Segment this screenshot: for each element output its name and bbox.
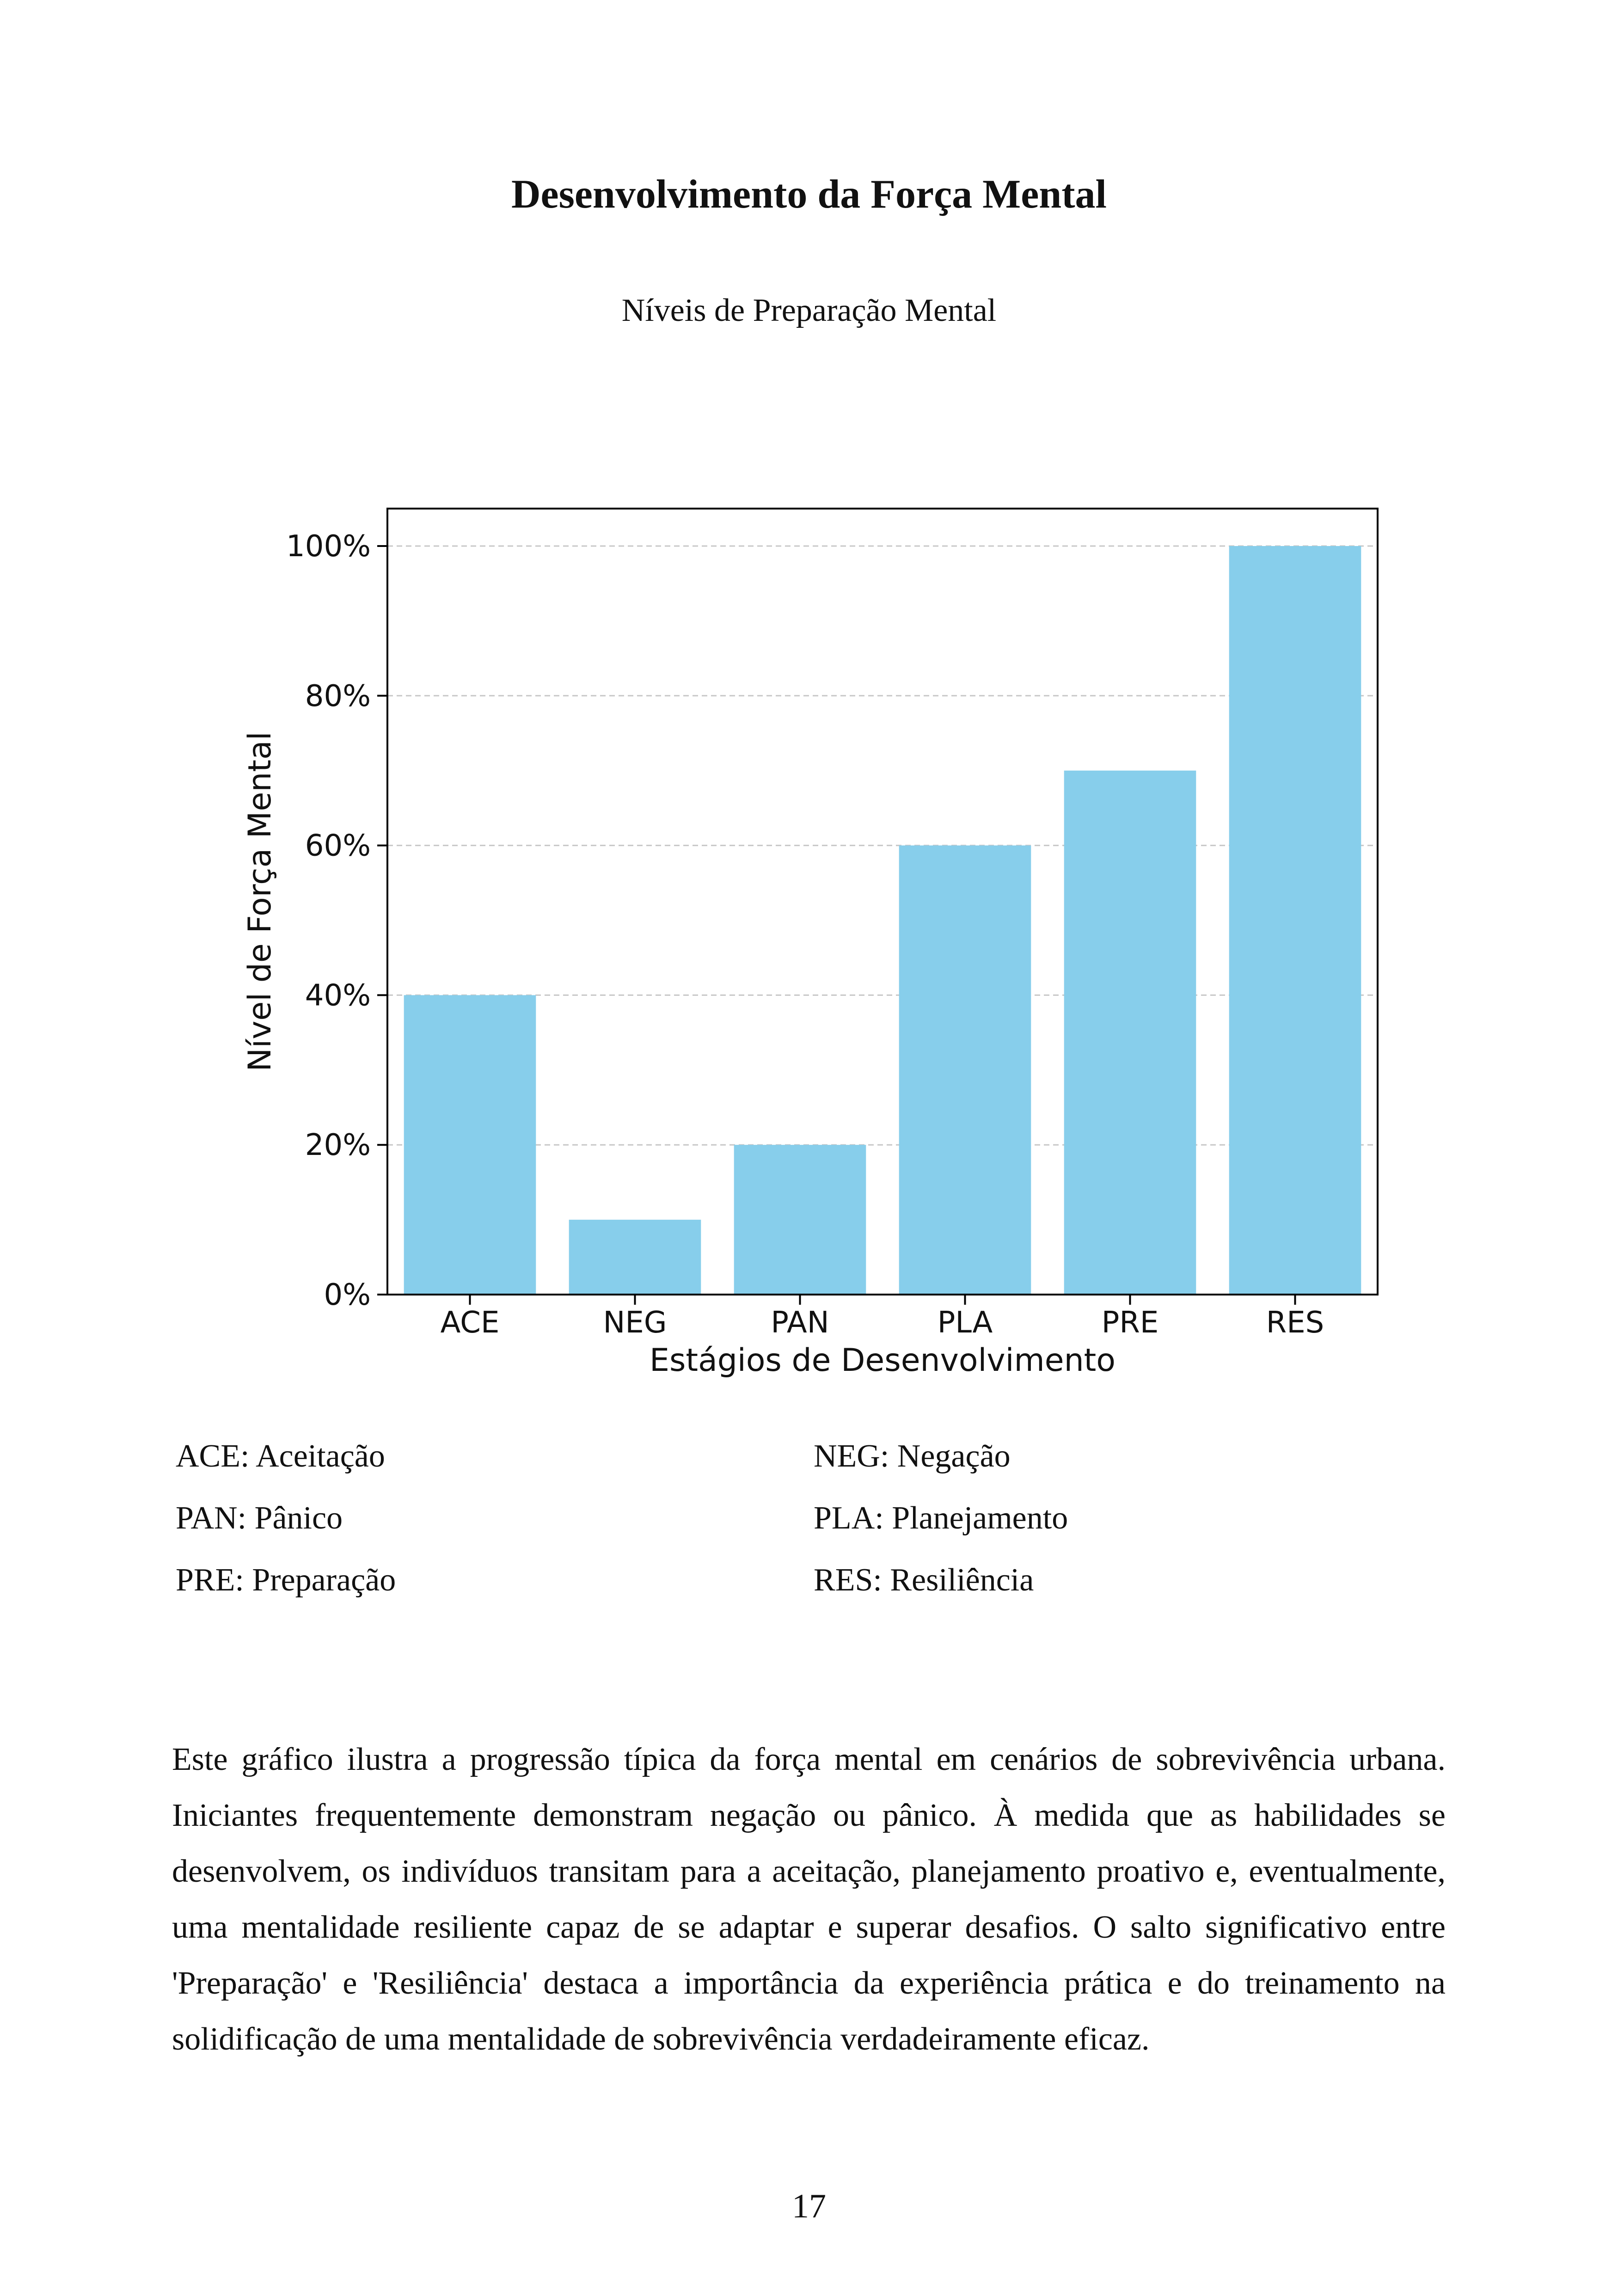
y-tick-label: 80% [305,679,371,713]
y-axis-label: Nível de Força Mental [242,731,278,1072]
bar-pla [899,846,1031,1295]
page-subtitle: Níveis de Preparação Mental [621,293,997,328]
legend-item-pla: PLA: Planejamento [814,1500,1068,1536]
y-tick-label: 0% [324,1278,371,1312]
y-tick-label: 100% [286,529,371,564]
legend-item-pre: PRE: Preparação [176,1562,396,1598]
bar-ace [404,995,536,1295]
bar-pan [734,1145,866,1295]
legend-item-res: RES: Resiliência [814,1562,1034,1598]
description-paragraph: Este gráfico ilustra a progressão típica da força mental em cenários de sobrevivência urbana. Iniciantes frequentemente demonstram negação ou pânico. À medida que as habilidades se desenvolvem, os indivíduos transitam para a aceitação, planejamento proativo e, eventualmente, uma mentalidade resiliente capaz de se adaptar e superar desafios. O salto significativo entre 'Preparação' e 'Resiliência' destaca a importância da experiência prática e do treinamento na solidificação de uma mentalidade de sobrevivência verdadeiramente eficaz. [172,1742,1446,2057]
legend-item-neg: NEG: Negação [814,1438,1011,1474]
x-axis-label: Estágios de Desenvolvimento [650,1342,1115,1379]
x-tick-label: PAN [771,1306,829,1340]
y-tick-label: 20% [305,1128,371,1163]
legend-item-pan: PAN: Pânico [176,1500,343,1536]
abbreviation-legend [176,1438,1470,1599]
bar-pre [1064,771,1196,1295]
legend-item-ace: ACE: Aceitação [176,1438,385,1474]
y-tick-label: 40% [305,978,371,1013]
page-title: Desenvolvimento da Força Mental [511,172,1107,217]
x-tick-label: ACE [440,1306,500,1340]
y-tick-label: 60% [305,829,371,863]
x-tick-label: PRE [1101,1306,1159,1340]
bar-res [1229,546,1361,1295]
page-number: 17 [792,2187,826,2225]
bar-neg [569,1220,701,1295]
x-tick-label: RES [1266,1306,1324,1340]
x-tick-label: PLA [937,1306,993,1340]
x-tick-label: NEG [603,1306,667,1340]
